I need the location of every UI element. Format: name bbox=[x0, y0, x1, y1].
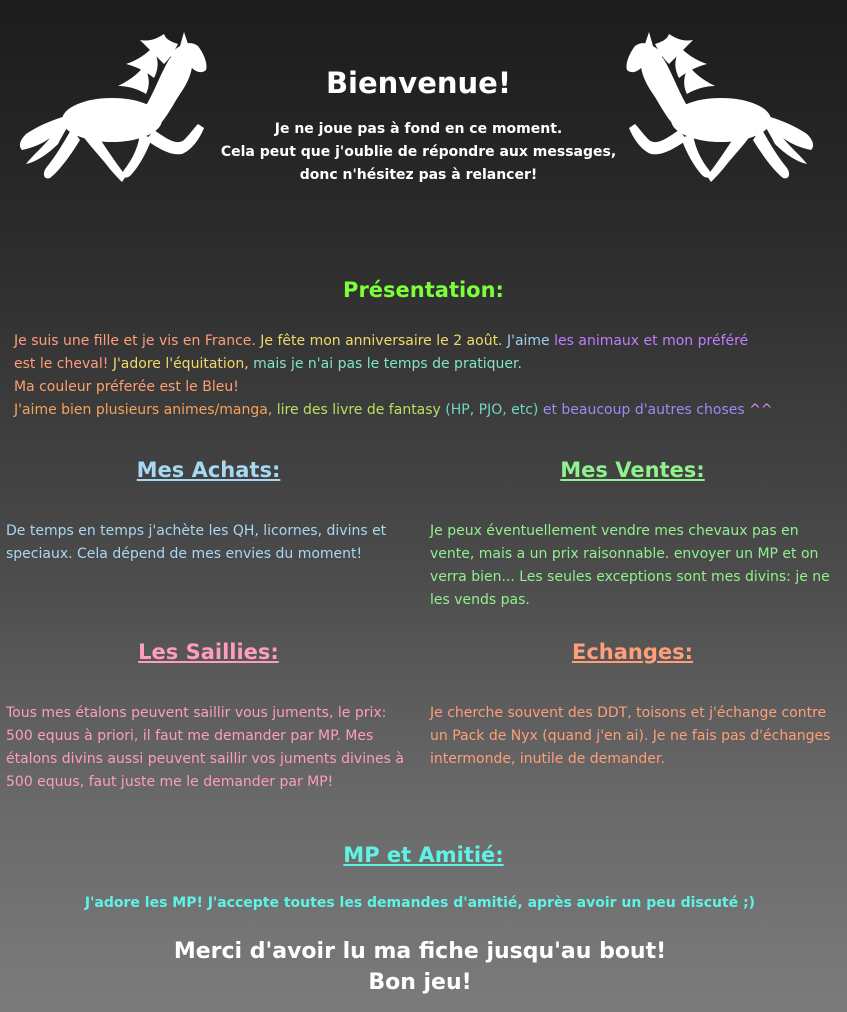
closing-message bbox=[0, 936, 840, 998]
presentation-fragment: Je suis une fille et je vis en France. bbox=[14, 333, 261, 349]
presentation-title: Présentation: bbox=[343, 278, 504, 302]
echanges-text: Je cherche souvent des DDT, toisons et j'échange contre un Pack de Nyx (quand j'en ai). Je ne fais pas d'échanges intermonde, inutile de demander. bbox=[430, 705, 831, 767]
echanges-section bbox=[430, 640, 835, 771]
presentation-fragment: les animaux et mon préféré bbox=[554, 333, 749, 349]
achats-section bbox=[6, 458, 411, 566]
welcome-header bbox=[200, 66, 637, 187]
mp-title: MP et Amitié: bbox=[343, 843, 504, 867]
presentation-fragment: Ma couleur préferée est le Bleu! bbox=[14, 379, 239, 395]
presentation-fragment: mais je n'ai pas le temps de pratiquer. bbox=[253, 356, 522, 372]
presentation-line bbox=[14, 353, 844, 376]
saillies-section bbox=[6, 640, 411, 794]
presentation-fragment: lire des livre de fantasy bbox=[276, 402, 446, 418]
closing-line: Bon jeu! bbox=[368, 970, 472, 995]
presentation-fragment: ^^ bbox=[749, 402, 773, 418]
presentation-fragment: J'aime bbox=[506, 333, 555, 349]
ventes-text: Je peux éventuellement vendre mes chevaux pas en vente, mais a un prix raisonnable. envoyer un MP et on verra bien... Les seules exceptions sont mes divins: je ne les vends pas. bbox=[430, 523, 830, 608]
presentation-line bbox=[14, 399, 844, 422]
presentation-line bbox=[14, 330, 844, 353]
presentation-fragment: (HP, PJO, etc) bbox=[445, 402, 543, 418]
achats-title: Mes Achats: bbox=[136, 458, 281, 482]
saillies-text: Tous mes étalons peuvent saillir vous juments, le prix: 500 equus à priori, il faut me demander par MP. Mes étalons divins aussi peuvent saillir vos juments divines à 500 equus, faut juste me le demander par MP! bbox=[6, 705, 404, 790]
echanges-title: Echanges: bbox=[571, 640, 694, 664]
mp-text: J'adore les MP! J'accepte toutes les demandes d'amitié, après avoir un peu discuté ;) bbox=[84, 895, 756, 911]
achats-text: De temps en temps j'achète les QH, licornes, divins et speciaux. Cela dépend de mes envies du moment! bbox=[6, 523, 387, 562]
presentation-fragment: Je fête mon anniversaire le 2 août. bbox=[260, 333, 507, 349]
page-title: Bienvenue! bbox=[325, 66, 512, 100]
presentation-line bbox=[14, 376, 844, 399]
intro-line: donc n'hésitez pas à relancer! bbox=[299, 167, 538, 183]
intro-line: Je ne joue pas à fond en ce moment. bbox=[274, 121, 563, 137]
saillies-title: Les Saillies: bbox=[138, 640, 279, 664]
presentation-text bbox=[14, 330, 844, 422]
presentation-fragment: est le cheval! bbox=[14, 356, 113, 372]
presentation-fragment: et beaucoup d'autres choses bbox=[542, 402, 750, 418]
galloping-horse-icon bbox=[14, 24, 209, 192]
intro-text bbox=[200, 118, 637, 187]
galloping-horse-icon bbox=[624, 24, 819, 192]
presentation-fragment: J'adore l'équitation, bbox=[112, 356, 254, 372]
intro-line: Cela peut que j'oublie de répondre aux messages, bbox=[220, 144, 617, 160]
closing-line: Merci d'avoir lu ma fiche jusqu'au bout! bbox=[173, 939, 667, 964]
ventes-title: Mes Ventes: bbox=[560, 458, 705, 482]
presentation-fragment: J'aime bien plusieurs animes/manga, bbox=[14, 402, 277, 418]
ventes-section bbox=[430, 458, 835, 612]
